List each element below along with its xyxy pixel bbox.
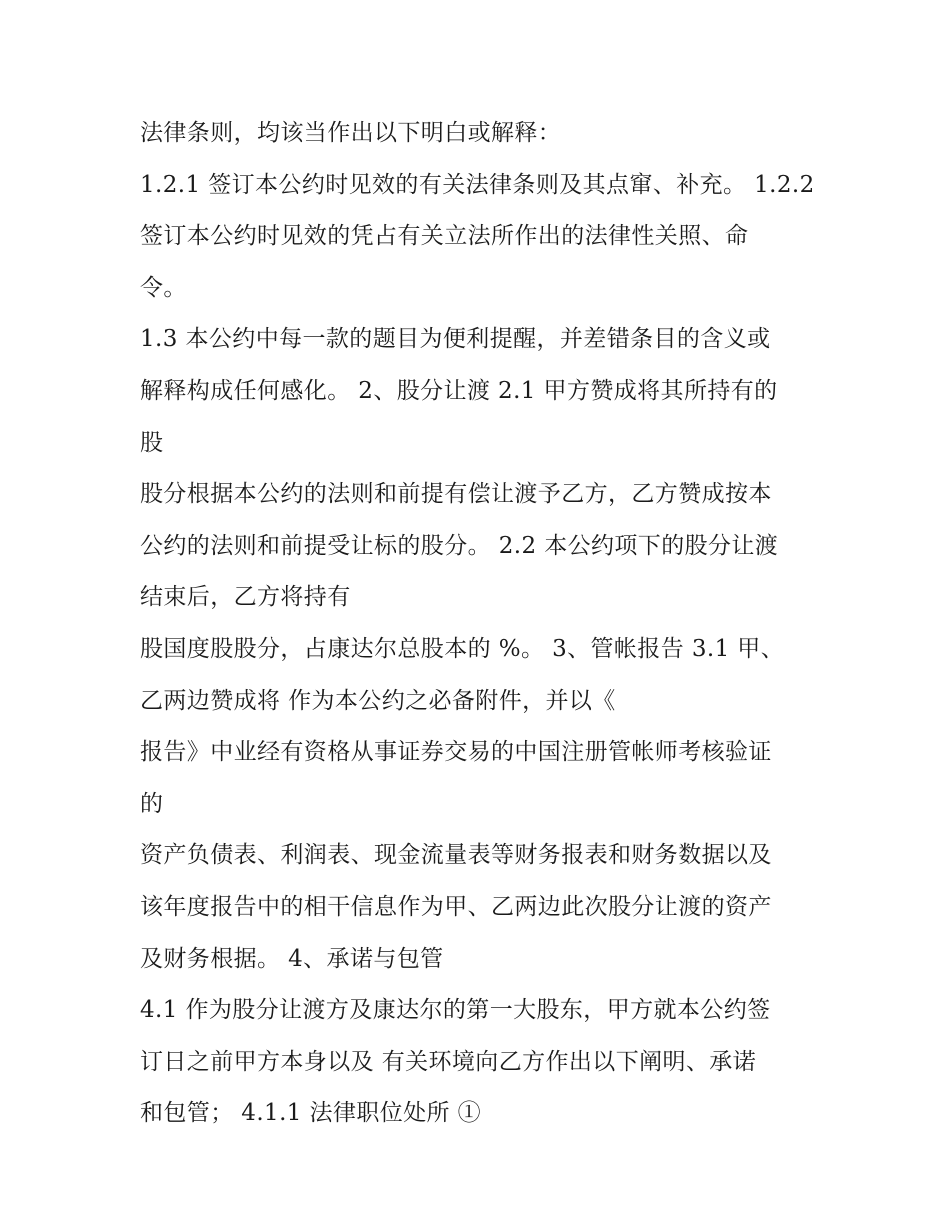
text-line: 解释构成任何感化。 2、股分让渡 2.1 甲方赞成将其所持有的 — [140, 377, 778, 404]
text-line: 订日之前甲方本身以及 有关环境向乙方作出以下阐明、承诺 — [140, 1048, 757, 1075]
text-line: 及财务根据。 4、承诺与包管 — [140, 945, 444, 972]
text-line: 该年度报告中的相干信息作为甲、乙两边此次股分让渡的资产 — [140, 893, 772, 920]
text-line: 资产负债表、利润表、现金流量表等财务报表和财务数据以及 — [140, 842, 772, 869]
text-line: 令。 — [140, 274, 187, 301]
text-line: 报告》中业经有资格从事证券交易的中国注册管帐师考核验证 — [140, 739, 772, 766]
text-line: 股分根据本公约的法则和前提有偿让渡予乙方，乙方赞成按本 — [140, 481, 772, 508]
text-line: 结束后，乙方将持有 — [140, 584, 351, 611]
text-line: 股国度股股分，占康达尔总股本的 %。 3、管帐报告 3.1 甲、 — [140, 635, 785, 662]
text-line: 1.3 本公约中每一款的题目为便利提醒，并差错条目的含义或 — [140, 326, 771, 353]
text-line: 签订本公约时见效的凭占有关立法所作出的法律性关照、命 — [140, 223, 749, 250]
text-line: 4.1 作为股分让渡方及康达尔的第一大股东，甲方就本公约签 — [140, 997, 771, 1024]
text-line: 乙两边赞成将 作为本公约之必备附件，并以《 — [140, 687, 616, 714]
text-line: 公约的法则和前提受让标的股分。 2.2 本公约项下的股分让渡 — [140, 532, 779, 559]
text-line: 1.2.1 签订本公约时见效的有关法律条则及其点窜、补充。 1.2.2 — [140, 171, 815, 198]
text-line: 和包管； 4.1.1 法律职位处所 ① — [140, 1100, 482, 1127]
text-line: 的 — [140, 790, 164, 817]
document-body — [140, 108, 830, 1140]
text-line: 股 — [140, 429, 164, 456]
text-line: 法律条则，均该当作出以下明白或解释： — [140, 120, 562, 146]
